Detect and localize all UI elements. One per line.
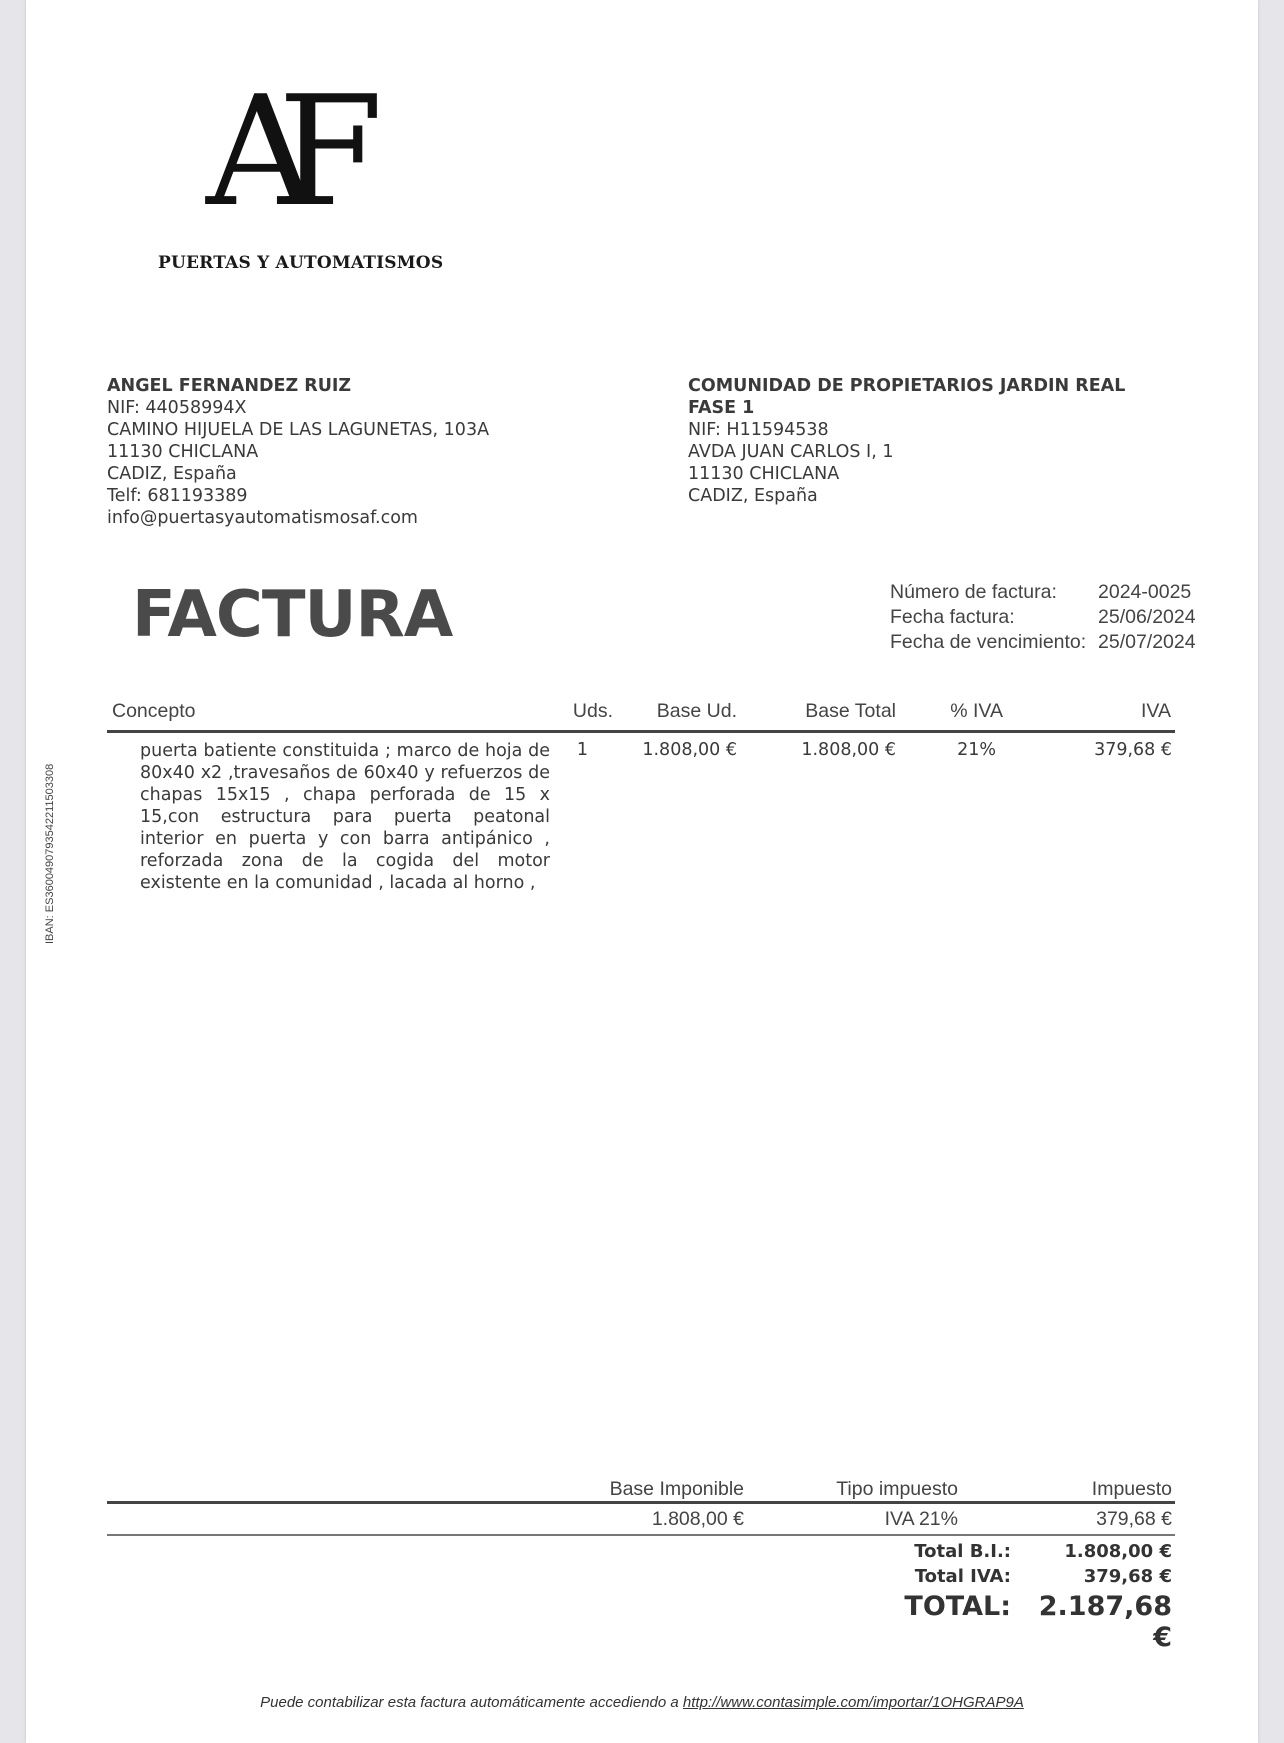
invoice-date: 25/06/2024 [1098, 606, 1196, 628]
summary-base-value: 1.808,00 € [651, 1508, 744, 1530]
issuer-nif: NIF: 44058994X [107, 398, 247, 418]
line-item-pct-iva: 21% [957, 740, 996, 760]
invoice-page [26, 0, 1258, 1743]
grand-total-value: 2.187,68 € [1038, 1591, 1172, 1653]
total-bi-label: Total B.I.: [914, 1541, 1011, 1562]
issuer-address: CAMINO HIJUELA DE LAS LAGUNETAS, 103A [107, 420, 490, 440]
line-item-uds: 1 [576, 740, 588, 760]
client-city: 11130 CHICLANA [688, 464, 840, 484]
col-header-uds: Uds. [572, 700, 613, 722]
issuer-phone: Telf: 681193389 [107, 486, 248, 506]
invoice-number-label: Número de factura: [890, 581, 1057, 603]
footer-note [26, 1694, 1258, 1711]
line-item-concepto: puerta batiente constituida ; marco de hoja de 80x40 x2 ,travesaños de 60x40 y refuerzos de chapas 15x15 , chapa perforada de 15 x 15,con estructura para puerta peatonal interior en puerta y con barra antipánico , reforzada zona de la cogida del motor existente en la comunidad , lacada al horno , [140, 741, 550, 893]
client-region: CADIZ, España [688, 486, 818, 506]
line-item-base-ud: 1.808,00 € [642, 740, 737, 760]
company-logo-subtitle: PUERTAS Y AUTOMATISMOS [158, 253, 444, 273]
issuer-name: ANGEL FERNANDEZ RUIZ [107, 376, 352, 396]
issuer-city: 11130 CHICLANA [107, 442, 259, 462]
client-block [688, 375, 1125, 507]
summary-header-base: Base Imponible [609, 1478, 744, 1500]
company-logo: AF [206, 63, 346, 240]
summary-row-rule [107, 1534, 1175, 1536]
issuer-region: CADIZ, España [107, 464, 237, 484]
col-header-concepto: Concepto [112, 700, 196, 722]
client-name-line2: FASE 1 [688, 398, 755, 418]
col-header-iva: IVA [1141, 700, 1171, 722]
total-iva-value: 379,68 € [1083, 1566, 1172, 1587]
col-header-base-total: Base Total [805, 700, 896, 722]
document-title: FACTURA [132, 578, 453, 652]
summary-header-tipo: Tipo impuesto [836, 1478, 958, 1500]
invoice-meta-values [1098, 580, 1196, 655]
total-bi-value: 1.808,00 € [1064, 1541, 1172, 1562]
issuer-block [107, 375, 489, 529]
summary-header-impuesto: Impuesto [1091, 1478, 1172, 1500]
invoice-date-label: Fecha factura: [890, 606, 1015, 628]
import-link[interactable]: http://www.contasimple.com/importar/1OHGRAP9A [682, 1694, 1024, 1711]
table-header-rule [107, 730, 1175, 733]
col-header-pct-iva: % IVA [950, 700, 1003, 722]
grand-total-label: TOTAL: [904, 1591, 1011, 1622]
col-header-base-ud: Base Ud. [656, 700, 737, 722]
summary-impuesto-value: 379,68 € [1096, 1508, 1172, 1530]
client-name: COMUNIDAD DE PROPIETARIOS JARDIN REAL [688, 376, 1126, 396]
total-iva-label: Total IVA: [914, 1566, 1011, 1587]
iban-vertical: IBAN: ES3600490793542211503308 [44, 763, 56, 944]
footer-text: Puede contabilizar esta factura automáticamente accediendo a [260, 1694, 683, 1711]
summary-tipo-value: IVA 21% [884, 1508, 958, 1530]
issuer-email: info@puertasyautomatismosaf.com [107, 508, 418, 528]
client-address: AVDA JUAN CARLOS I, 1 [688, 442, 894, 462]
summary-header-rule [107, 1501, 1175, 1504]
invoice-number: 2024-0025 [1098, 581, 1192, 603]
line-item-base-total: 1.808,00 € [801, 740, 896, 760]
line-item-iva: 379,68 € [1094, 740, 1172, 760]
client-nif: NIF: H11594538 [688, 420, 829, 440]
invoice-due-date: 25/07/2024 [1098, 631, 1196, 653]
invoice-due-label: Fecha de vencimiento: [890, 631, 1087, 653]
invoice-meta-labels [890, 580, 1086, 655]
